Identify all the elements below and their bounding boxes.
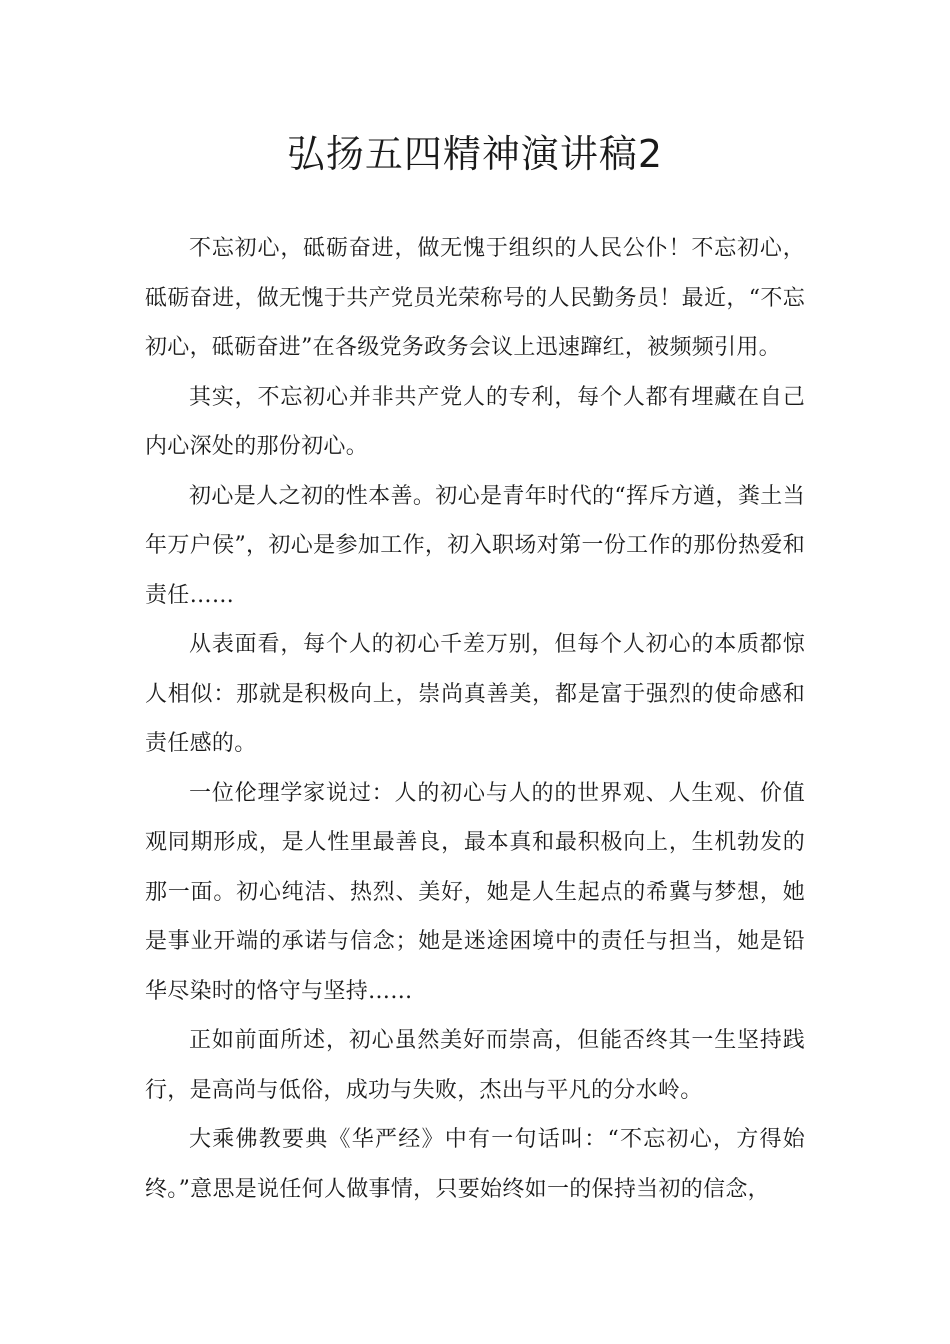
page-title: 弘扬五四精神演讲稿2 [286, 132, 664, 176]
paragraph-7: 大乘佛教要典《华严经》中有一句话叫：“不忘初心，方得始终。”意思是说任何人做事情，只要始终如一的保持当初的信念， [145, 1127, 805, 1202]
paragraph-6: 正如前面所述，初心虽然美好而崇高，但能否终其一生坚持践行，是高尚与低俗，成功与失败，杰出与平凡的分水岭。 [145, 1028, 805, 1103]
paragraph-5: 一位伦理学家说过：人的初心与人的的世界观、人生观、价值观同期形成，是人性里最善良，最本真和最积极向上，生机勃发的那一面。初心纯洁、热烈、美好，她是人生起点的希冀与梦想，她是事业开端的承诺与信念；她是迷途困境中的责任与担当，她是铅华尽染时的恪守与坚持…… [145, 780, 805, 1004]
paragraph-1: 不忘初心，砥砺奋进，做无愧于组织的人民公仆！不忘初心，砥砺奋进，做无愧于共产党员光荣称号的人民勤务员！最近，“不忘初心，砥砺奋进”在各级党务政务会议上迅速蹿红，被频频引用。 [145, 236, 805, 360]
paragraph-4: 从表面看，每个人的初心千差万别，但每个人初心的本质都惊人相似：那就是积极向上，崇尚真善美，都是富于强烈的使命感和责任感的。 [145, 632, 805, 756]
paragraph-2: 其实，不忘初心并非共产党人的专利，每个人都有埋藏在自己内心深处的那份初心。 [145, 384, 805, 459]
document-body [145, 224, 805, 1214]
paragraph-3: 初心是人之初的性本善。初心是青年时代的“挥斥方遒，粪土当年万户侯”，初心是参加工作，初入职场对第一份工作的那份热爱和责任…… [145, 483, 805, 608]
